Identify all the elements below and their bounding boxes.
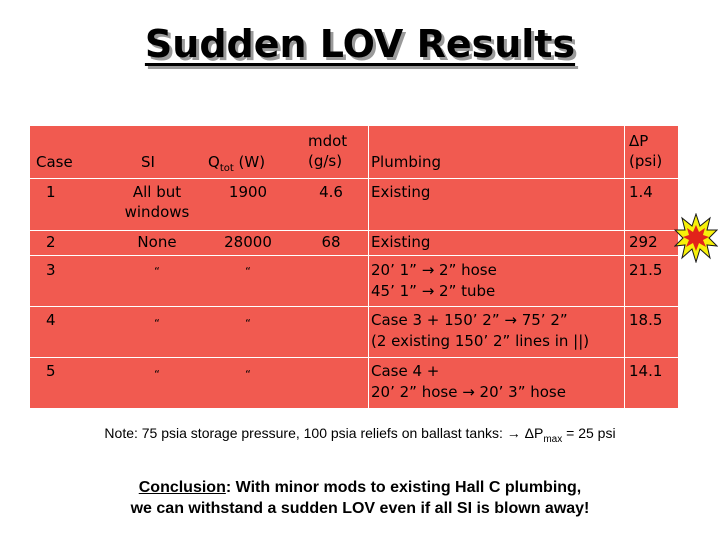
- row3-case: 3: [46, 261, 56, 279]
- row4-plumbing: Case 3 + 150’ 2” → 75’ 2”: [371, 311, 568, 329]
- header-qtot: [208, 152, 265, 179]
- row1-mdot: 4.6: [319, 183, 343, 201]
- row4-case: 4: [46, 311, 56, 329]
- row2-dp: 292: [629, 233, 658, 251]
- conclusion-line2: we can withstand a sudden LOV even if all SI is blown away!: [130, 500, 590, 517]
- row2-plumbing: Existing: [371, 233, 431, 251]
- note-text: [0, 425, 720, 445]
- row4-dp: 18.5: [629, 311, 663, 329]
- row2-case: 2: [46, 233, 56, 251]
- header-divider: [30, 178, 678, 179]
- header-qtot-subscript: tot: [219, 163, 234, 174]
- row5-case: 5: [46, 362, 56, 380]
- row4-plumbing-line2: (2 existing 150’ 2” lines in ||): [371, 332, 590, 350]
- conclusion: [0, 477, 720, 519]
- row5-si-ditto: “: [154, 368, 160, 381]
- row1-plumbing: Existing: [371, 183, 431, 201]
- header-dp-unit: (psi): [629, 152, 663, 170]
- column-divider: [368, 126, 369, 408]
- slide-title: Sudden LOV Results: [144, 22, 576, 66]
- row3-plumbing-line2: 45’ 1” → 2” tube: [371, 282, 496, 300]
- note-main: Note: 75 psia storage pressure, 100 psia reliefs on ballast tanks: → ΔP: [104, 425, 544, 441]
- row1-si-line2: windows: [124, 203, 190, 221]
- row1-case: 1: [46, 183, 56, 201]
- row2-si: None: [137, 233, 177, 251]
- header-si: SI: [141, 153, 155, 171]
- conclusion-lead: Conclusion: [138, 479, 226, 496]
- header-case: Case: [36, 153, 73, 171]
- header-dp: ΔP: [629, 132, 649, 150]
- row5-qtot-ditto: “: [245, 368, 251, 381]
- conclusion-line1: [0, 477, 720, 498]
- conclusion-line1-text: : With minor mods to existing Hall C plumbing,: [225, 479, 582, 496]
- header-mdot-unit: (g/s): [308, 152, 343, 170]
- note-tail: = 25 psi: [562, 425, 616, 441]
- header-qtot-symbol: Q: [208, 153, 220, 171]
- row5-plumbing-line2: 20’ 2” hose → 20’ 3” hose: [371, 383, 566, 401]
- column-divider: [624, 126, 625, 408]
- explosion-burst-icon: [674, 213, 718, 263]
- row2-mdot: 68: [321, 233, 341, 251]
- row1-si: All but: [132, 183, 182, 201]
- row5-plumbing: Case 4 +: [371, 362, 440, 380]
- row3-plumbing: 20’ 1” → 2” hose: [371, 261, 497, 279]
- row-divider: [30, 255, 678, 256]
- row2-qtot: 28000: [224, 233, 272, 251]
- row-divider: [30, 357, 678, 358]
- row-divider: [30, 230, 678, 231]
- header-plumbing: Plumbing: [371, 153, 442, 171]
- row1-dp: 1.4: [629, 183, 653, 201]
- row3-si-ditto: “: [154, 265, 160, 278]
- note-subscript: max: [543, 433, 563, 445]
- results-table: [30, 126, 678, 408]
- row4-si-ditto: “: [154, 317, 160, 330]
- header-mdot: mdot: [308, 132, 348, 150]
- row5-dp: 14.1: [629, 362, 663, 380]
- row4-qtot-ditto: “: [245, 317, 251, 330]
- row1-qtot: 1900: [228, 183, 268, 201]
- row-divider: [30, 306, 678, 307]
- row3-dp: 21.5: [629, 261, 663, 279]
- row3-qtot-ditto: “: [245, 265, 251, 278]
- header-qtot-unit: (W): [233, 153, 266, 171]
